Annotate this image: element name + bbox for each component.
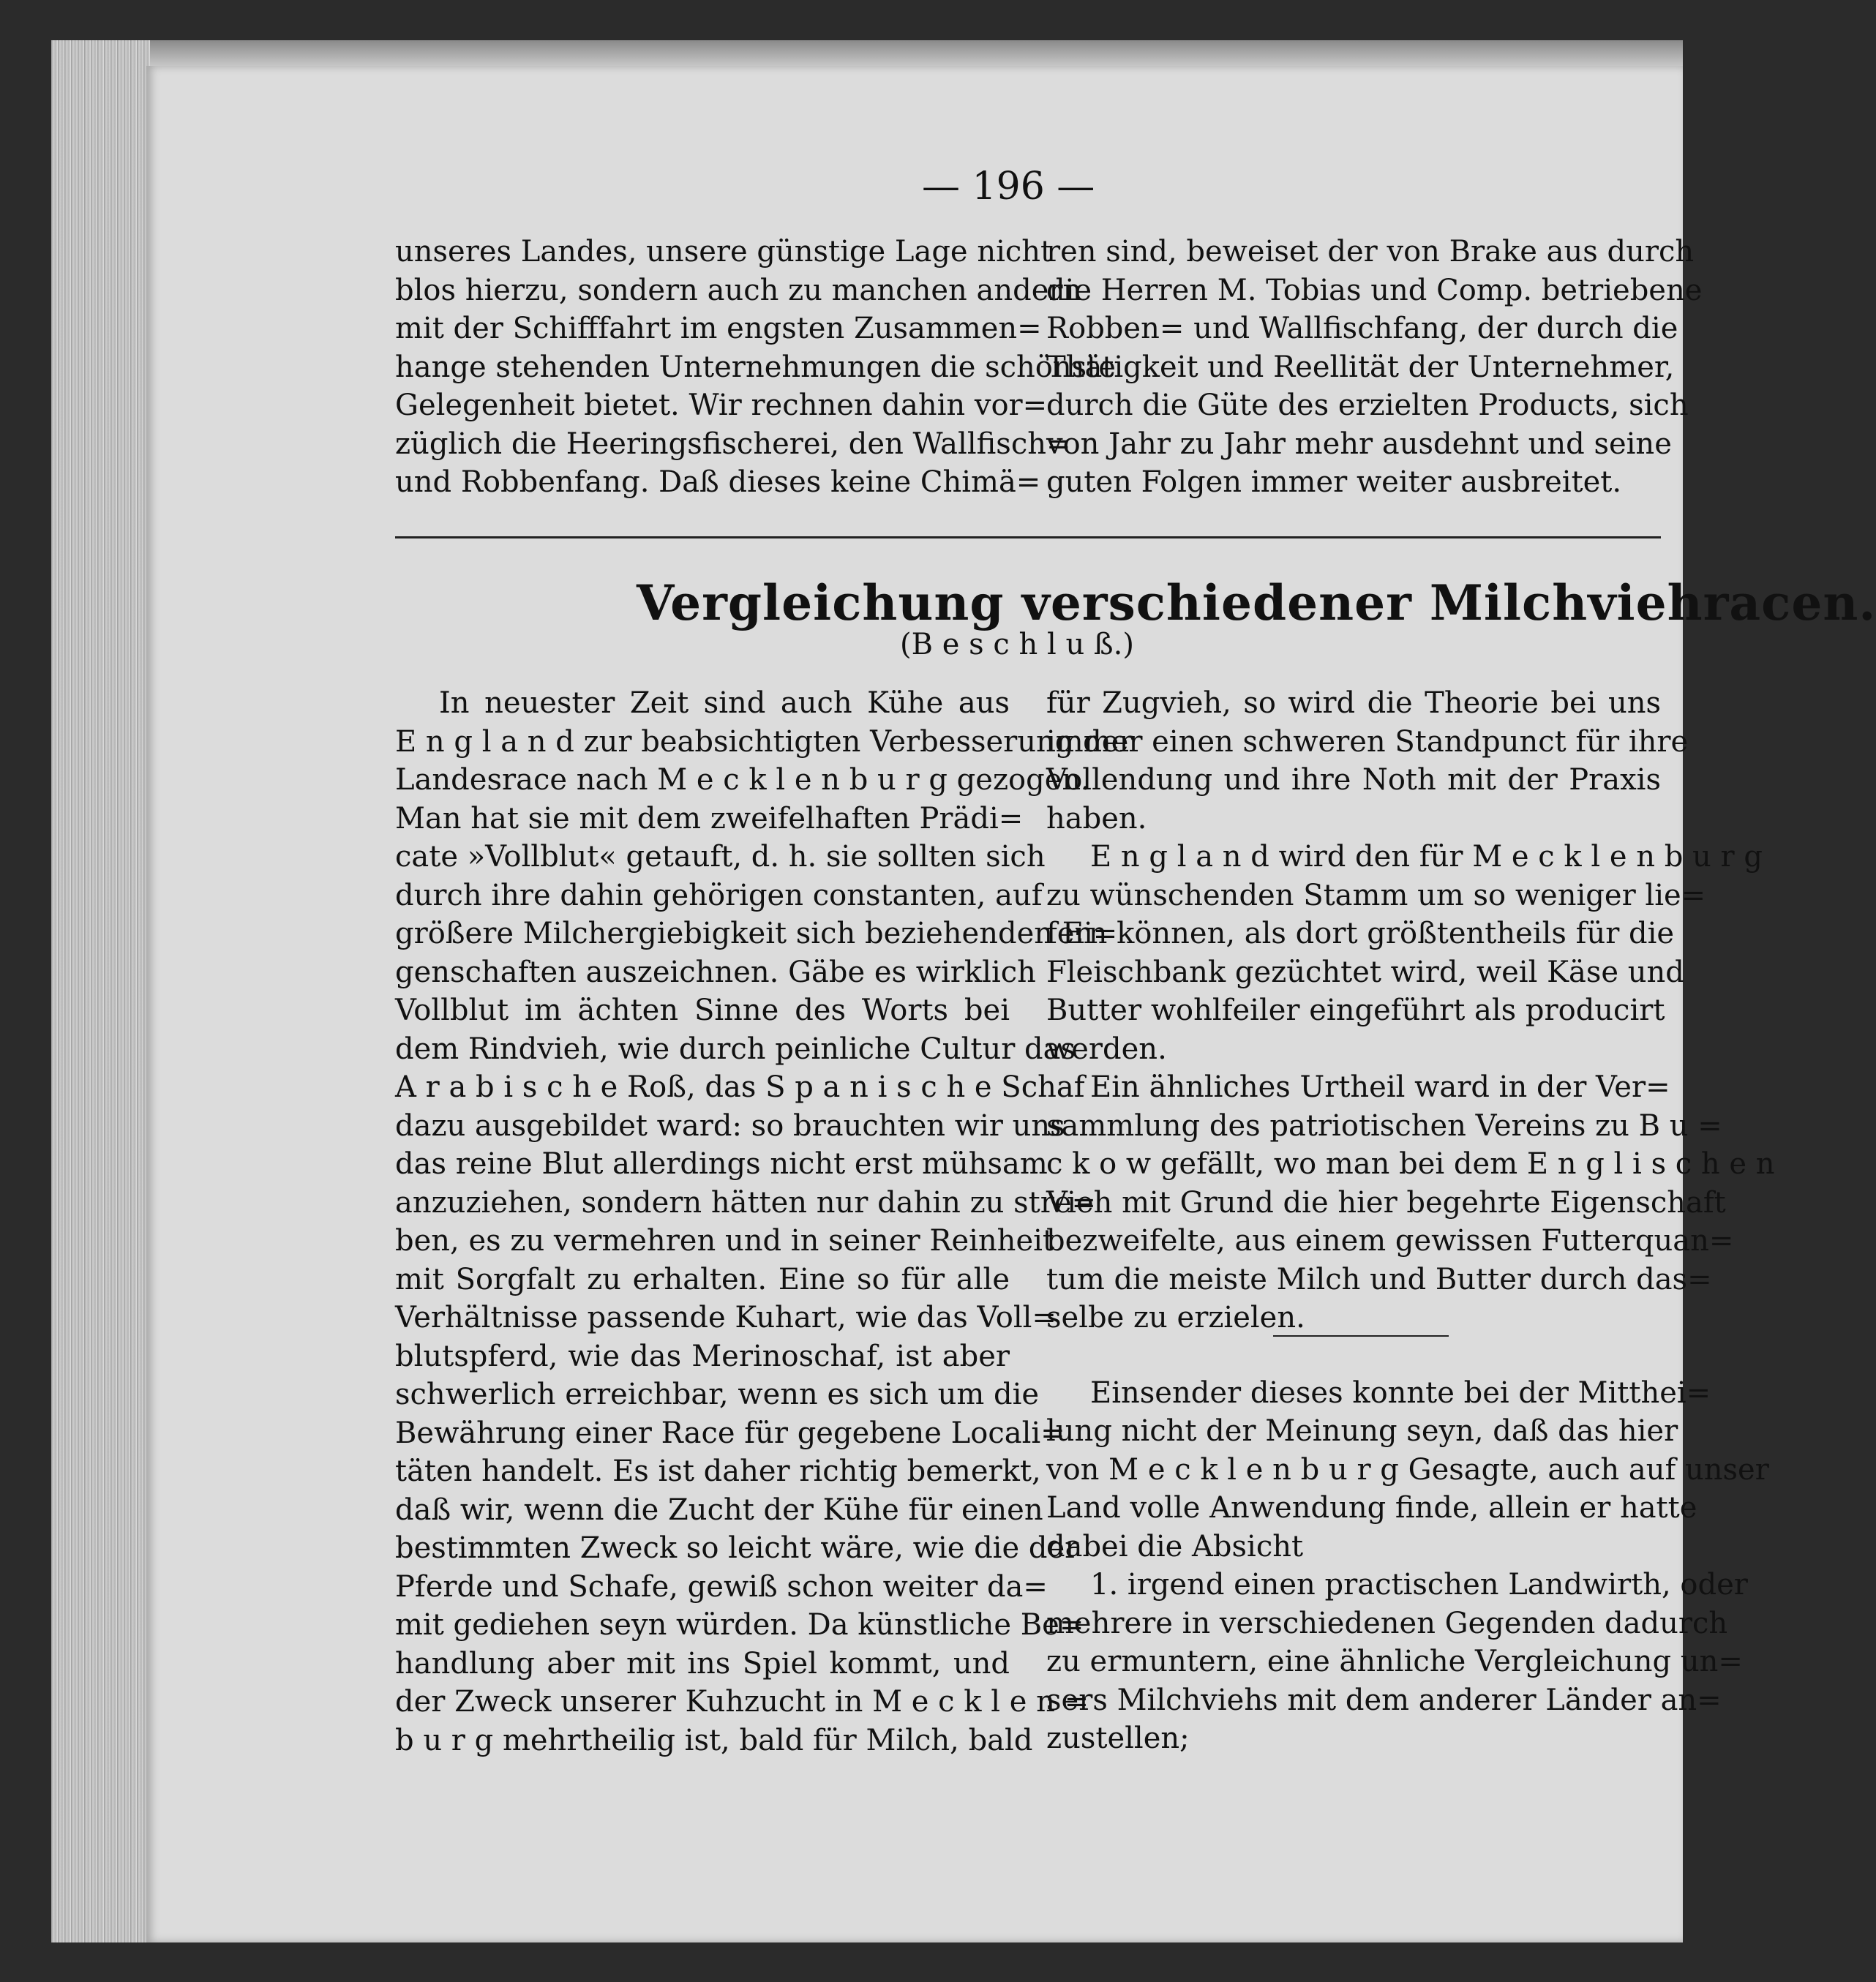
text-line: mit der Schifffahrt im engsten Zusammen= <box>395 312 1042 345</box>
text-line: sammlung des patriotischen Vereins zu B u = <box>1046 1108 1722 1143</box>
text-line: Ein ähnliches Urtheil ward in der Ver= <box>1090 1070 1670 1104</box>
text-line: ren sind, beweiset der von Brake aus durch <box>1046 235 1695 269</box>
section-divider <box>395 536 1661 538</box>
text-line: für Zugvieh, so wird die Theorie bei uns <box>1046 686 1661 720</box>
article-title: Vergleichung verschiedener Milchviehracen. <box>637 574 1876 631</box>
text-line: ben, es zu vermehren und in seiner Reinheit <box>395 1224 1054 1258</box>
text-line: unseres Landes, unsere günstige Lage nicht <box>395 235 1053 269</box>
text-line: täten handelt. Es ist daher richtig bemerkt, <box>395 1454 1041 1488</box>
text-line: Vieh mit Grund die hier begehrte Eigenschaft <box>1046 1185 1726 1220</box>
text-line: schwerlich erreichbar, wenn es sich um die <box>395 1378 1040 1411</box>
text-line: mit gediehen seyn würden. Da künstliche Be= <box>395 1608 1084 1642</box>
text-line: tum die meiste Milch und Butter durch das= <box>1046 1262 1712 1296</box>
text-line: Butter wohlfeiler eingeführt als producirt <box>1046 994 1665 1027</box>
text-line: mit Sorgfalt zu erhalten. Eine so für alle <box>395 1262 1010 1296</box>
text-line: cate »Vollblut« getauft, d. h. sie sollten sich <box>395 840 1046 874</box>
text-line: guten Folgen immer weiter ausbreitet. <box>1046 465 1622 499</box>
text-line: von M e c k l e n b u r g Gesagte, auch auf unser <box>1046 1452 1769 1487</box>
text-line: Gelegenheit bietet. Wir rechnen dahin vor= <box>395 388 1048 422</box>
text-line: E n g l a n d zur beabsichtigten Verbesserung der <box>395 724 1133 759</box>
text-line: genschaften auszeichnen. Gäbe es wirklich <box>395 955 1036 989</box>
text-line: dem Rindvieh, wie durch peinliche Cultur das <box>395 1032 1076 1066</box>
book-page-edges <box>51 40 150 1942</box>
text-line: dazu ausgebildet ward: so brauchten wir uns <box>395 1108 1065 1143</box>
text-line: hange stehenden Unternehmungen die schönste <box>395 350 1116 384</box>
text-line: zu ermuntern, eine ähnliche Vergleichung un= <box>1046 1645 1743 1678</box>
text-line: zustellen; <box>1046 1722 1190 1755</box>
text-line: blutspferd, wie das Merinoschaf, ist aber <box>395 1339 1010 1373</box>
article-subtitle: (B e s c h l u ß.) <box>900 628 1134 661</box>
text-line: von Jahr zu Jahr mehr ausdehnt und seine <box>1046 427 1672 461</box>
text-line: größere Milchergiebigkeit sich beziehenden Ei= <box>395 917 1118 950</box>
page-number: — 196 — <box>922 165 1095 209</box>
text-line: werden. <box>1046 1032 1167 1066</box>
text-line: Man hat sie mit dem zweifelhaften Prädi= <box>395 801 1024 836</box>
text-line: der Zweck unserer Kuhzucht in M e c k l e n = <box>395 1685 1089 1719</box>
text-line: züglich die Heeringsfischerei, den Wallfisch= <box>395 427 1071 461</box>
text-line: c k o w gefällt, wo man bei dem E n g l i s c h e n <box>1046 1147 1775 1181</box>
text-line: durch ihre dahin gehörigen constanten, auf <box>395 878 1043 912</box>
top-left-column <box>395 233 1116 502</box>
text-line: die Herren M. Tobias und Comp. betriebene <box>1046 273 1703 307</box>
text-line: 1. irgend einen practischen Landwirth, oder <box>1090 1568 1748 1602</box>
text-line: lung nicht der Meinung seyn, daß das hier <box>1046 1414 1678 1448</box>
book-top-edge <box>51 40 1683 70</box>
text-line: sers Milchviehs mit dem anderer Länder an= <box>1046 1683 1722 1717</box>
text-line: Vollblut im ächten Sinne des Worts bei <box>395 994 1010 1027</box>
text-line: selbe zu erzielen. <box>1046 1301 1305 1335</box>
text-line: blos hierzu, sondern auch zu manchen andern <box>395 273 1082 307</box>
text-line: bestimmten Zweck so leicht wäre, wie die der <box>395 1531 1079 1565</box>
text-line: Landesrace nach M e c k l e n b u r g gezogen. <box>395 763 1090 797</box>
text-line: daß wir, wenn die Zucht der Kühe für einen <box>395 1493 1043 1527</box>
text-line: A r a b i s c h e Roß, das S p a n i s c h e Schaf <box>395 1070 1085 1104</box>
text-line: Einsender dieses konnte bei der Mitthei= <box>1090 1375 1711 1410</box>
text-line: In neuester Zeit sind auch Kühe aus <box>439 686 1010 720</box>
text-line: zu wünschenden Stamm um so weniger lie= <box>1046 878 1706 912</box>
text-line: dabei die Absicht <box>1046 1529 1304 1564</box>
text-line: Pferde und Schafe, gewiß schon weiter da= <box>395 1569 1048 1604</box>
text-line: E n g l a n d wird den für M e c k l e n b u r g <box>1090 840 1763 874</box>
text-line: das reine Blut allerdings nicht erst mühsam <box>395 1147 1048 1181</box>
text-line: Verhältnisse passende Kuhart, wie das Voll= <box>395 1301 1057 1335</box>
text-line: Vollendung und ihre Noth mit der Praxis <box>1046 763 1661 797</box>
text-line: Thätigkeit und Reellität der Unternehmer, <box>1046 350 1675 384</box>
text-line: immer einen schweren Standpunct für ihre <box>1046 724 1689 759</box>
text-line: mehrere in verschiedenen Gegenden dadurch <box>1046 1606 1728 1640</box>
text-line: Robben= und Wallfischfang, der durch die <box>1046 312 1678 345</box>
text-line: und Robbenfang. Daß dieses keine Chimä= <box>395 465 1041 499</box>
text-line: b u r g mehrtheilig ist, bald für Milch, bald <box>395 1723 1033 1757</box>
top-right-column <box>1046 233 1703 502</box>
text-line: Fleischbank gezüchtet wird, weil Käse und <box>1046 955 1684 989</box>
text-line: Bewährung einer Race für gegebene Locali= <box>395 1416 1065 1450</box>
text-line: handlung aber mit ins Spiel kommt, und <box>395 1646 1010 1681</box>
text-line: anzuziehen, sondern hätten nur dahin zu stre= <box>395 1185 1097 1220</box>
text-line: fern können, als dort größtentheils für die <box>1046 917 1675 950</box>
paragraph-separator <box>1273 1335 1449 1337</box>
article-right-column <box>1046 684 1775 1758</box>
text-line: Land volle Anwendung finde, allein er hatte <box>1046 1491 1697 1525</box>
text-line: haben. <box>1046 801 1147 836</box>
text-line: durch die Güte des erzielten Products, sich <box>1046 388 1689 422</box>
text-line: bezweifelte, aus einem gewissen Futterquan= <box>1046 1224 1734 1258</box>
